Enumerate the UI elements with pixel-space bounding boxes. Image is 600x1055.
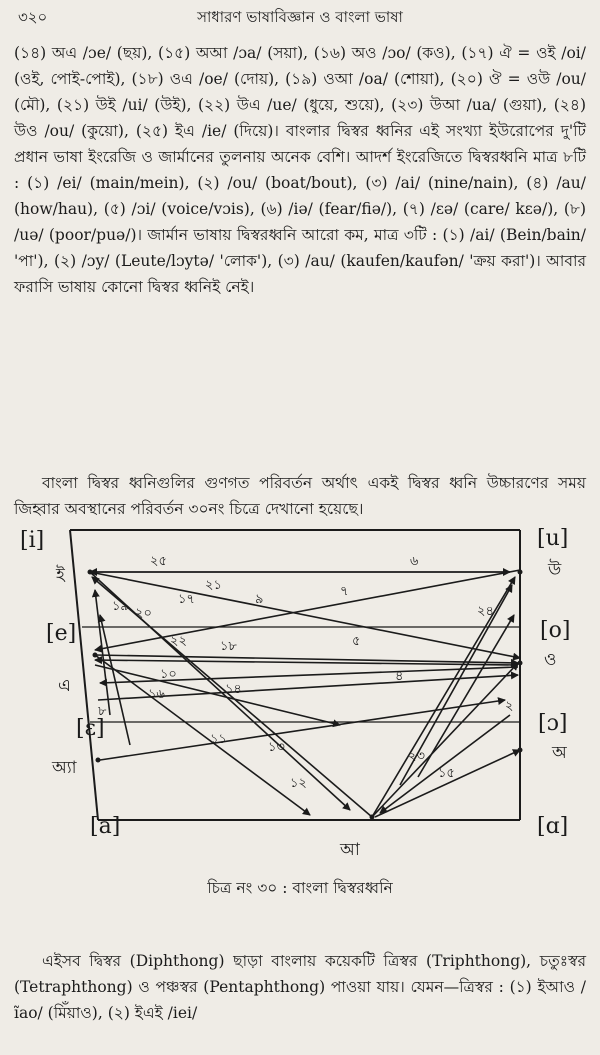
label-open-e: [ɛ]	[76, 716, 105, 741]
arrow-numbers	[98, 554, 513, 791]
vowel-label-u: উ	[548, 560, 562, 580]
arrow-number: ২০	[135, 606, 152, 621]
label-back-a: [ɑ]	[537, 814, 569, 839]
label-e: [e]	[46, 621, 77, 646]
arrow-number: ৫	[352, 634, 361, 649]
paragraph-figure-intro: বাংলা দ্বিস্বর ধ্বনিগুলির গুণগত পরিবর্তন অর্থাৎ একই দ্বিস্বর ধ্বনি উচ্চারণের সময় জিহ্বার অবস্থানের পরিবর্তন ৩০নং চিত্রে দেখানো হয়েছে।	[14, 474, 586, 518]
diphthong-figure	[0, 515, 600, 865]
arrow-number: ২	[505, 699, 514, 714]
arrow-number: ২২	[170, 634, 187, 649]
arrow-number: ১০	[160, 667, 177, 682]
arrow-number: ২৫	[150, 554, 167, 569]
paragraph-diphthong-list: (১৪) অএ /ɔe/ (ছয়), (১৫) অআ /ɔa/ (সয়া), (১৬) অও /ɔo/ (কও), (১৭) ঐ = ওই /oi/ (ওই, পোই-পোই), (১৮) ওএ /oe/ (দোয়), (১৯) ওআ /oa/ (শোয়া), (২০) ঔ = ওউ /ou/ (মৌ), (২১) উই /ui/ (উই), (২২) উএ /ue/ (ধুয়ে, শুয়ে), (২৩) উআ /ua/ (গুয়া), (২৪) উও /ou/ (কুয়ো), (২৫) ইএ /ie/ (দিয়ে)। বাংলার দ্বিস্বর ধ্বনির এই সংখ্যা ইউরোপের দু'টি প্রধান ভাষা ইংরেজি ও জার্মানের তুলনায় অনেক বেশি। আদর্শ ইংরেজিতে দ্বিস্বরধ্বনি মাত্র ৮টি : (১) /ei/ (main/mein), (২) /ou/ (boat/bout), (৩) /ai/ (nine/nain), (৪) /au/ (how/hau), (৫) /ɔi/ (voice/vɔis), (৬) /iə/ (fear/fiə/), (৭) /ɛə/ (care/ kɛə/), (৮) /uə/ (poor/puə/)। জার্মান ভাষায় দ্বিস্বরধ্বনি আরো কম, মাত্র ৩টি : (১) /ai/ (Bein/bain/ 'পা'), (২) /ɔy/ (Leute/lɔytə/ 'লোক'), (৩) /au/ (kaufen/kaufən/ 'ক্রয় করা')। আবার ফরাসি ভাষায় কোনো দ্বিস্বর ধ্বনিই নেই।	[14, 44, 586, 296]
label-a: [a]	[90, 814, 121, 839]
label-i: [i]	[20, 528, 45, 553]
arrow-number: ১৫	[438, 766, 455, 781]
vowel-label-e: এ	[58, 676, 71, 696]
arrow-number: ১৩	[268, 740, 285, 755]
paragraph-triphthong: এইসব দ্বিস্বর (Diphthong) ছাড়া বাংলায় কয়েকটি ত্রিস্বর (Triphthong), চতুঃস্বর (Tetraphthong) ও পঞ্চস্বর (Pentaphthong) পাওয়া যায়। যেমন—ত্রিস্বর : (১) ইআও /ĩao/ (মিঁয়াও), (২) ইএই /iei/	[14, 952, 586, 1022]
arrow-number: ১৯	[112, 599, 129, 614]
arrow-number: ৮	[98, 704, 107, 719]
arrow-number: ২৩	[408, 749, 425, 764]
vowel-quadrilateral-diagram	[0, 515, 600, 865]
page-header	[18, 6, 582, 30]
vowel-label-aw: অ	[552, 743, 567, 763]
running-title: সাধারণ ভাষাবিজ্ঞান ও বাংলা ভাষা	[197, 8, 403, 26]
arrow-number: ৪	[395, 669, 404, 684]
arrow-number: ১৪	[225, 682, 242, 697]
label-open-o: [ɔ]	[538, 711, 568, 736]
arrow-number: ৬	[410, 554, 419, 569]
vowel-label-aa: আ	[340, 840, 360, 860]
arrow-number: ১৭	[178, 592, 195, 607]
figure-caption: চিত্র নং ৩০ : বাংলা দ্বিস্বরধ্বনি	[207, 879, 393, 897]
label-o: [o]	[540, 618, 571, 643]
arrow-number: ৯	[255, 592, 264, 607]
vowel-label-o: ও	[544, 650, 557, 670]
vowel-label-i: ই	[56, 565, 65, 585]
arrow-number: ১১	[210, 732, 227, 747]
vowel-label-ae: অ্যা	[52, 758, 77, 778]
page-number: ৩২০	[18, 8, 48, 26]
label-u: [u]	[537, 526, 569, 551]
arrow-number: ১২	[290, 776, 307, 791]
arrow-number: ২৪	[477, 604, 494, 619]
arrow-number: ১৬	[148, 687, 165, 702]
arrow-number: ১৮	[220, 639, 237, 654]
arrow-number: ২১	[205, 578, 222, 593]
arrow-number: ৭	[340, 584, 349, 599]
